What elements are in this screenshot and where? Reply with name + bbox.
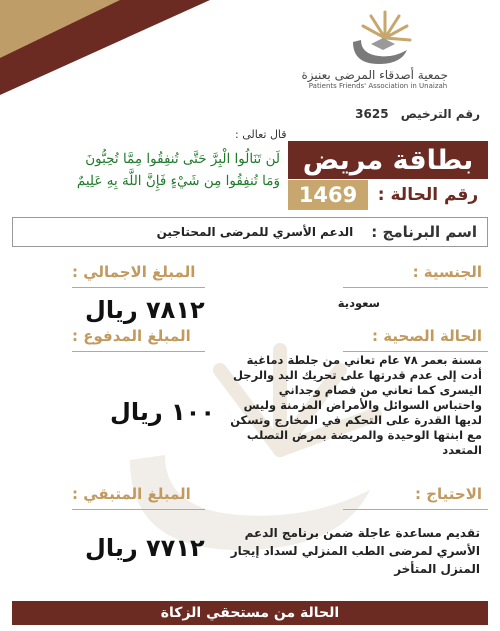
health-status-label: الحالة الصحية : <box>372 327 482 345</box>
case-number-label: رقم الحالة : <box>377 185 479 205</box>
license-number: 3625 <box>355 107 389 121</box>
nationality-divider <box>343 287 488 288</box>
verse-line-2: وَمَا تُنفِقُوا مِن شَيْءٍ فَإِنَّ اللَّهَ بِهِ عَلِيمٌ <box>76 173 280 189</box>
remaining-amount-divider <box>72 509 205 510</box>
quran-verse <box>12 148 280 192</box>
total-amount-divider <box>72 287 205 288</box>
need-label: الاحتياج : <box>414 485 482 503</box>
program-box <box>12 217 488 247</box>
verse-line-1: لَن تَنَالُوا الْبِرَّ حَتَّى تُنفِقُوا مِمَّا تُحِبُّونَ <box>85 151 280 167</box>
remaining-amount-value: ٧٧١٢ ريال <box>85 534 205 562</box>
paid-amount-value: ١٠٠ ريال <box>110 398 215 426</box>
paid-amount-label: المبلغ المدفوع : <box>72 327 191 345</box>
quote-intro: قال تعالى : <box>235 128 287 141</box>
health-divider <box>343 351 488 352</box>
need-value: تقديم مساعدة عاجلة ضمن برنامج الدعم الأسري لمرضى الطب المنزلي لسداد إيجار المنزل المتأخر <box>230 526 480 576</box>
case-number-row <box>288 180 488 210</box>
organization-logo <box>301 8 448 90</box>
organization-name-ar: جمعية أصدقاء المرضى بعنيزة <box>301 68 448 82</box>
zakat-eligibility-banner: الحالة من مستحقي الزكاة <box>12 601 488 625</box>
nationality-value: سعودية <box>337 296 380 310</box>
license-line <box>355 107 480 121</box>
total-amount-value: ٧٨١٢ ريال <box>85 296 205 324</box>
case-number-value: 1469 <box>288 180 368 210</box>
corner-decoration-gold <box>0 0 120 58</box>
total-amount-label: المبلغ الاجمالي : <box>72 263 196 281</box>
license-label: رقم الترخيص <box>400 107 480 121</box>
card-title: بطاقة مريض <box>288 141 488 179</box>
program-label: اسم البرنامج : <box>371 223 477 241</box>
remaining-amount-label: المبلغ المتبقي : <box>72 485 191 503</box>
nationality-label: الجنسية : <box>412 263 482 281</box>
organization-name-en: Patients Friends' Association in Unaizah <box>308 82 448 90</box>
program-value: الدعم الأسري للمرضى المحتاجين <box>156 225 354 239</box>
paid-amount-divider <box>72 351 205 352</box>
health-status-value: مسنة بعمر ٧٨ عام تعاني من جلطة دماغية أدت إلى عدم قدرتها على تحريك اليد والرجل اليسرى كما تعاني من فصام وجداني واحتباس السوائل والأمراض المزمنة وليس لديها القدرة على التحكم في المخارج وتسكن مع ابنتها الوحيدة والمريضة بمرض التصلب المتعدد <box>230 353 482 457</box>
logo-emblem-icon <box>343 8 413 66</box>
need-divider <box>343 509 488 510</box>
